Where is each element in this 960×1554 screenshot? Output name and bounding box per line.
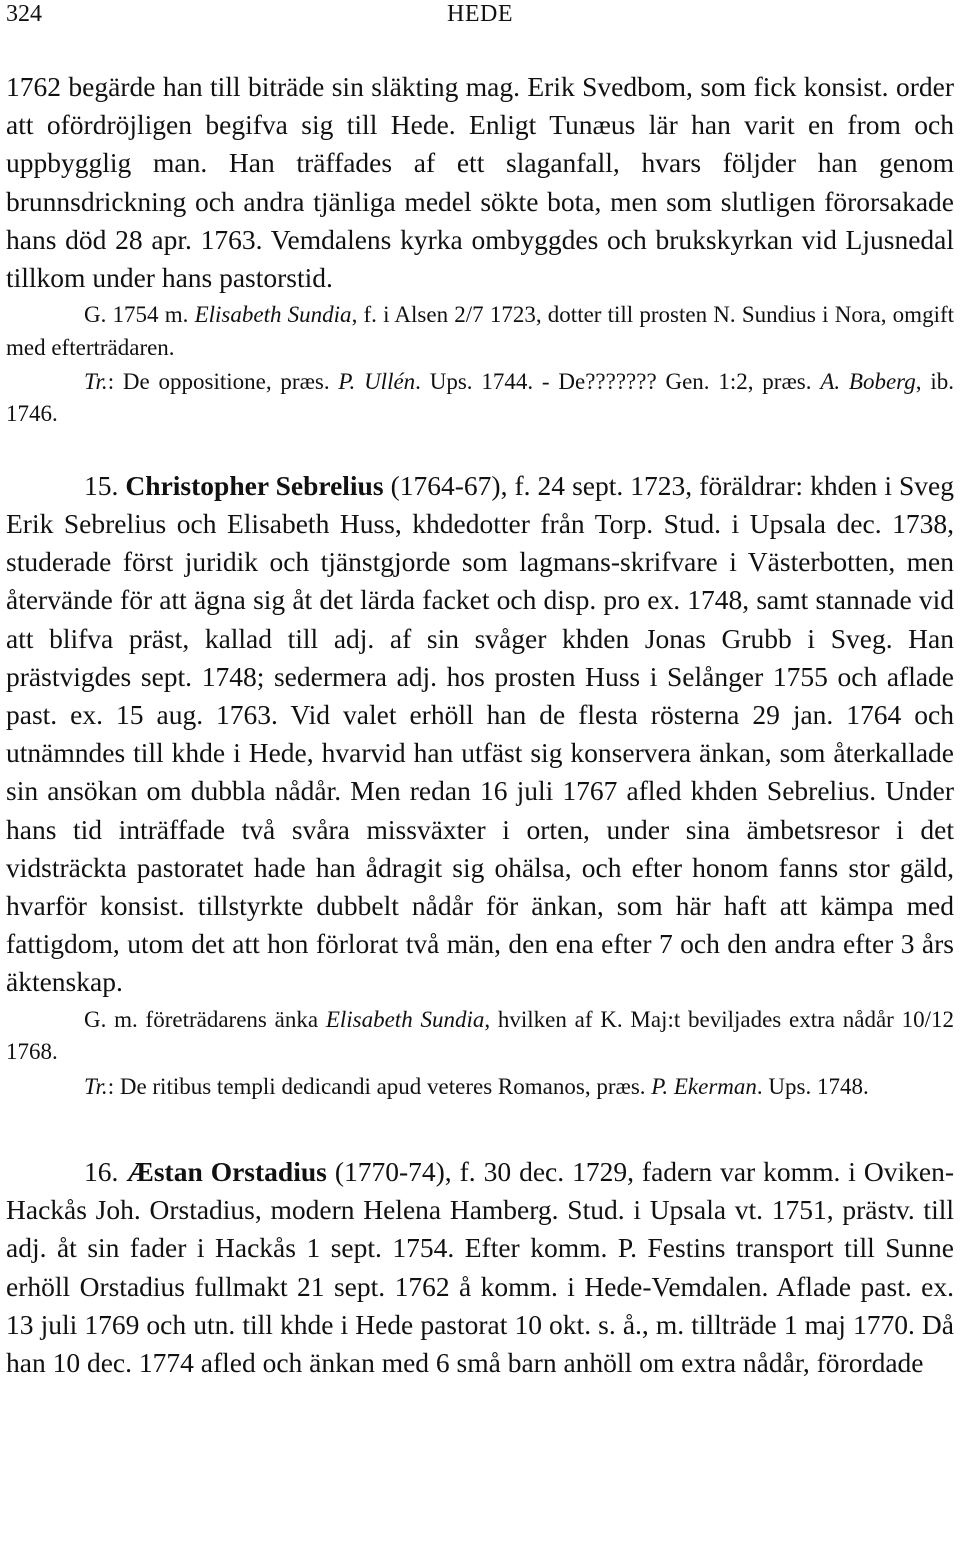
- prints-abbrev: Tr.: [84, 1073, 108, 1099]
- prints-text-3: , ib. 1746.: [6, 369, 954, 427]
- marriage-text-post: , f. i Alsen 2/7 1723, dotter till prosten N. Sundius i Nora, omgift med efterträdaren.: [6, 302, 955, 360]
- entry-gap: [6, 1103, 954, 1153]
- document-page: [6, 0, 954, 1382]
- entry-number: 15.: [84, 469, 126, 501]
- entry-14-marriage: [6, 299, 954, 364]
- person-name: Æstan Orstadius: [126, 1155, 327, 1187]
- entry-body: (1764-67), f. 24 sept. 1723, föräldrar: khden i Sveg Erik Sebrelius och Elisabeth Huss, khdedotter från Torp. Stud. i Upsala dec. 1738, studerade först juridik och tjänstgjorde som lagmans-skrifvare i Västerbotten, men återvände för att ägna sig åt det lärda facket och disp. pro ex. 1748, samt stannade vid att blifva präst, kallad till adj. af sin svåger khden Jonas Grubb i Sveg. Han prästvigdes sept. 1748; sedermera adj. hos prosten Huss i Selånger 1755 och aflade past. ex. 15 aug. 1763. Vid valet erhöll han de flesta rösterna 29 jan. 1764 och utnämndes till khde i Hede, hvarvid han utfäst sig konservera änkan, som återkallade sin ansökan om dubbla nådår. Men redan 16 juli 1767 afled khden Sebrelius. Under hans tid inträffade två svåra missväxter i orten, under sina ämbetsresor i det vidsträckta pastoratet hade han ådragit sig ohälsa, och efter honom fanns stor gäld, hvarför konsist. tillstyrkte dubbelt nådår för änkan, som här haft att kämpa med fattigdom, utom det att hon förlorat två män, den ena efter 7 och den andra efter 3 års äktenskap.: [6, 469, 954, 998]
- person-name: Christopher Sebrelius: [125, 469, 384, 501]
- page-number: 324: [6, 1, 42, 27]
- spouse-name: Elisabeth Sundia: [325, 1006, 485, 1032]
- praeses-name-1: P. Ekerman: [651, 1073, 757, 1099]
- prints-abbrev: Tr.: [84, 369, 108, 395]
- prints-text-1: : De ritibus templi dedicandi apud veteres Romanos, præs.: [107, 1073, 652, 1099]
- entry-15-prints: [6, 1071, 954, 1103]
- entry-15-paragraph: [6, 467, 954, 1002]
- prints-text-2: . Ups. 1744. - De??????? Gen. 1:2, præs.: [415, 369, 821, 395]
- header-gap: [6, 30, 954, 68]
- spouse-name: Elisabeth Sundia: [194, 302, 352, 328]
- running-title: HEDE: [447, 1, 513, 27]
- entry-15: [6, 467, 954, 1103]
- praeses-name-1: P. Ullén: [338, 369, 416, 395]
- marriage-text-post: , hvilken af K. Maj:t beviljades extra nådår 10/12 1768.: [6, 1006, 954, 1065]
- entry-body: (1770-74), f. 30 dec. 1729, fadern var komm. i Oviken-Hackås Joh. Orstadius, modern Helena Hamberg. Stud. i Upsala vt. 1751, prästv. till adj. åt sin fader i Hackås 1 sept. 1754. Efter komm. P. Festins transport till Sunne erhöll Orstadius fullmakt 21 sept. 1762 å komm. i Hede-Vemdalen. Aflade past. ex. 13 juli 1769 och utn. till khde i Hede pastorat 10 okt. s. å., m. tillträde 1 maj 1770. Då han 10 dec. 1774 afled och änkan med 6 små barn anhöll om extra nådår, förordade: [6, 1155, 955, 1378]
- entry-16-paragraph: [6, 1153, 954, 1382]
- entry-gap: [6, 431, 954, 467]
- entry-16: [6, 1153, 954, 1382]
- entry-14-paragraph: 1762 begärde han till biträde sin släkting mag. Erik Svedbom, som fick konsist. order att ofördröjligen begifva sig till Hede. Enligt Tunæus lär han varit en from och uppbygglig man. Han träffades af ett slaganfall, hvars följder han genom brunnsdrickning och andra tjänliga medel sökte bota, men som slutligen förorsakade hans död 28 apr. 1763. Vemdalens kyrka ombyggdes och brukskyrkan vid Ljusnedal tillkom under hans pastorstid.: [6, 71, 954, 294]
- page-header: [6, 0, 954, 30]
- entry-number: 16.: [84, 1155, 127, 1187]
- entry-14-continuation: [6, 68, 954, 431]
- entry-15-marriage: [6, 1004, 954, 1069]
- prints-text-2: . Ups. 1748.: [756, 1073, 869, 1099]
- marriage-text-pre: G. m. företrädarens änka: [84, 1006, 326, 1032]
- prints-text-1: : De oppositione, præs.: [107, 369, 339, 395]
- entry-14-prints: [6, 366, 954, 431]
- marriage-text-pre: G. 1754 m.: [84, 302, 195, 328]
- praeses-name-2: A. Boberg: [820, 369, 916, 395]
